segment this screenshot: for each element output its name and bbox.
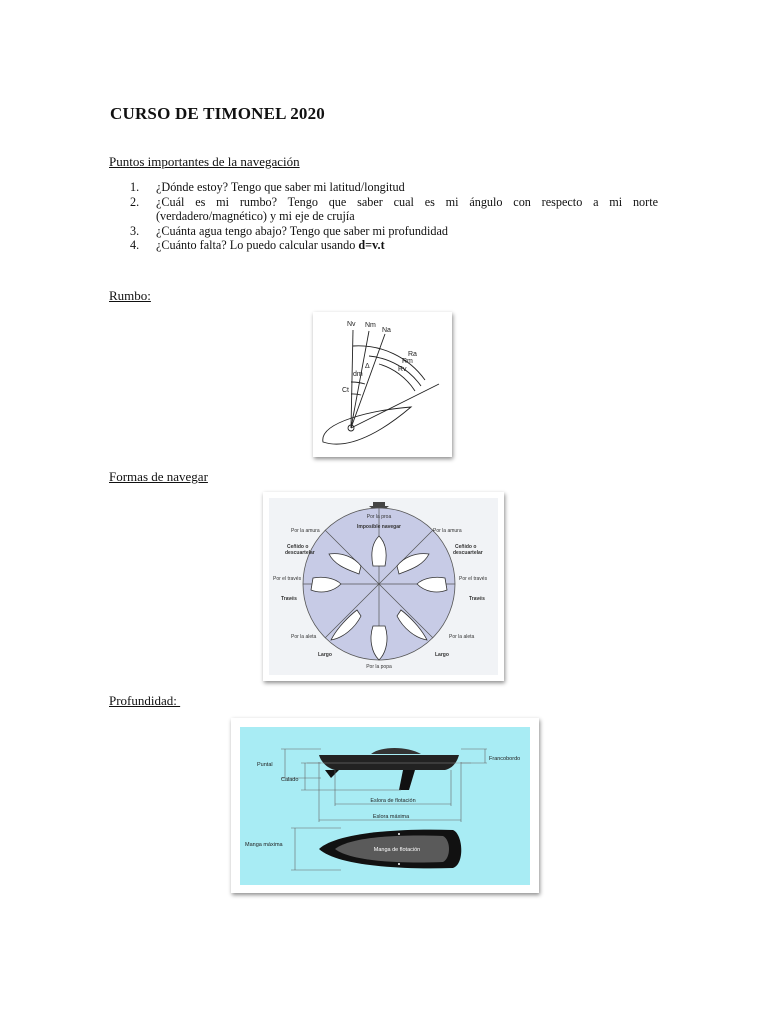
label-ct: Ct: [342, 387, 349, 394]
list-number: 1.: [130, 180, 140, 194]
label-traves-small-left: Por el través: [273, 576, 302, 582]
side-hull: [319, 755, 459, 770]
label-delta: Δ: [365, 363, 370, 370]
profundidad-diagram: [231, 718, 539, 893]
label-traves-small-right: Por el través: [459, 576, 488, 582]
list-text: ¿Cuánta agua tengo abajo? Tengo que saber mi profundidad: [156, 223, 448, 238]
label-manga-flotacion: Manga de flotación: [373, 847, 421, 853]
list-text: ¿Cuánto falta? Lo puedo calcular usando: [156, 238, 359, 252]
label-dm: dm: [353, 371, 363, 378]
label-manga-maxima: Manga máxima: [245, 842, 283, 848]
profundidad-svg: [231, 718, 539, 893]
formas-svg: [263, 492, 504, 681]
label-traves-right: Través: [469, 596, 485, 602]
list-text-continuation: (verdadero/magnético) y mi eje de crujía: [156, 209, 355, 223]
label-nv: Nv: [347, 321, 356, 328]
hull-outline: [323, 407, 411, 444]
list-text: ¿Dónde estoy? Tengo que saber mi latitud/longitud: [156, 180, 405, 194]
label-traves-left: Través: [281, 596, 297, 602]
formas-diagram: [263, 492, 504, 681]
list-number: 2.: [130, 194, 140, 209]
section-heading-rumbo: Rumbo:: [109, 288, 151, 303]
document-title: CURSO DE TIMONEL 2020: [110, 104, 326, 123]
label-imposible: Imposible navegar: [357, 524, 401, 530]
arc-ct: [351, 394, 361, 395]
list-text: ¿Cuál es mi rumbo? Tengo que saber cual es mi ángulo con respecto a mi norte: [156, 194, 658, 209]
label-calado: Calado: [281, 777, 299, 783]
rumbo-svg: [313, 312, 452, 457]
label-largo-left: Largo: [318, 652, 332, 658]
label-cenido-left: Ceñido o: [287, 544, 309, 550]
list-item: [130, 195, 658, 224]
label-na: Na: [382, 327, 391, 334]
label-por-la-popa: Por la popa: [366, 664, 392, 670]
label-nm: Nm: [365, 322, 376, 329]
label-eslora-flotacion: Eslora de flotación: [370, 798, 416, 804]
label-rm: Rm: [402, 358, 413, 365]
label-francobordo: Francobordo: [489, 756, 521, 762]
list-item: [130, 238, 658, 253]
list-number: 3.: [130, 223, 140, 238]
label-ra: Ra: [408, 351, 417, 358]
label-amura-right: Por la amura: [433, 528, 462, 534]
line-nv: [351, 330, 353, 428]
section-heading-formas: Formas de navegar: [109, 469, 208, 484]
label-largo-right: Largo: [435, 652, 449, 658]
section-heading-puntos: Puntos importantes de la navegación: [109, 154, 300, 169]
numbered-list: [130, 180, 658, 253]
label-aleta-right: Por la aleta: [449, 634, 475, 640]
label-aleta-left: Por la aleta: [291, 634, 317, 640]
label-rv: Rv: [398, 366, 407, 373]
list-item: [130, 224, 658, 239]
label-por-la-proa: Por la proa: [366, 514, 392, 520]
arc-dm: [351, 382, 365, 384]
label-eslora-maxima: Eslora máxima: [372, 814, 410, 820]
label-amura-left: Por la amura: [291, 528, 320, 534]
list-item: [130, 180, 658, 195]
label-cenido-right: Ceñido o: [455, 544, 477, 550]
arc-ra: [379, 364, 415, 391]
list-number: 4.: [130, 238, 140, 252]
section-heading-profundidad: Profundidad:: [109, 693, 181, 708]
label-descuartelar-right: descuartelar: [453, 550, 483, 556]
label-puntal: Puntal: [257, 762, 273, 768]
rumbo-diagram: [313, 312, 452, 457]
formula: d=v.t: [358, 238, 385, 252]
label-descuartelar-left: descuartelar: [285, 550, 315, 556]
